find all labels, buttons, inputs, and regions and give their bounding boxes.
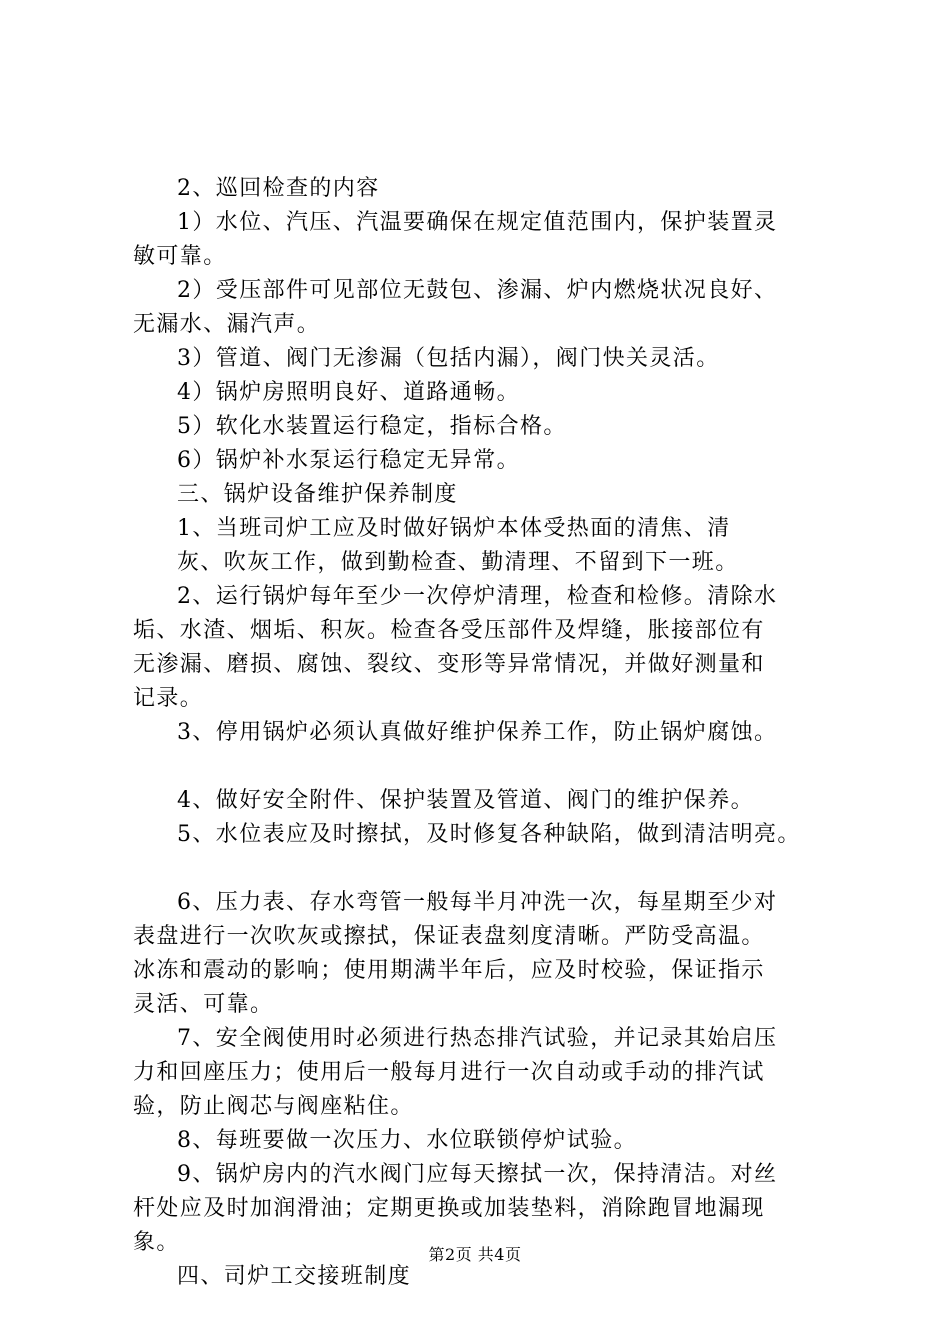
paragraph-line: 验，防止阀芯与阀座粘住。 xyxy=(133,1094,414,1119)
paragraph-line: 5）软化水装置运行稳定，指标合格。 xyxy=(177,414,567,439)
paragraph-line: 无渗漏、磨损、腐蚀、裂纹、变形等异常情况，并做好测量和 xyxy=(133,652,765,677)
blank-line xyxy=(133,852,833,886)
paragraph-line: 2）受压部件可见部位无鼓包、渗漏、炉内燃烧状况良好、 xyxy=(177,278,778,303)
paragraph-line: 4、做好安全附件、保护装置及管道、阀门的维护保养。 xyxy=(177,788,754,813)
paragraph-line: 无漏水、漏汽声。 xyxy=(133,312,321,337)
section-heading: 三、锅炉设备维护保养制度 xyxy=(177,482,458,507)
paragraph-line: 6、压力表、存水弯管一般每半月冲洗一次，每星期至少对 xyxy=(177,890,778,915)
paragraph-line: 9、锅炉房内的汽水阀门应每天擦拭一次，保持清洁。对丝 xyxy=(177,1162,778,1187)
paragraph-line: 记录。 xyxy=(133,686,204,711)
paragraph-line: 灵活、可靠。 xyxy=(133,992,274,1017)
paragraph-line: 4）锅炉房照明良好、道路通畅。 xyxy=(177,380,520,405)
section-heading: 四、司炉工交接班制度 xyxy=(177,1264,412,1289)
paragraph-line: 冰冻和震动的影响；使用期满半年后，应及时校验，保证指示 xyxy=(133,958,765,983)
paragraph-line: 力和回座压力；使用后一般每月进行一次自动或手动的排汽试 xyxy=(133,1060,765,1085)
paragraph-line: 象。 xyxy=(133,1230,180,1255)
paragraph-line: 杆处应及时加润滑油；定期更换或加装垫料，消除跑冒地漏现 xyxy=(133,1196,765,1221)
paragraph-line: 1、当班司炉工应及时做好锅炉本体受热面的清焦、清 xyxy=(177,516,731,541)
paragraph-line: 3）管道、阀门无渗漏（包括内漏），阀门快关灵活。 xyxy=(177,346,720,371)
page-number-footer: 第2页 共4页 xyxy=(428,1245,522,1264)
paragraph-line: 7、安全阀使用时必须进行热态排汽试验，并记录其始启压 xyxy=(177,1026,778,1051)
document-body xyxy=(133,172,833,1294)
paragraph-line: 灰、吹灰工作，做到勤检查、勤清理、不留到下一班。 xyxy=(177,550,739,575)
paragraph-line: 敏可靠。 xyxy=(133,244,227,269)
paragraph-line: 3、停用锅炉必须认真做好维护保养工作，防止锅炉腐蚀。 xyxy=(177,720,778,745)
blank-line xyxy=(133,750,833,784)
paragraph-line: 1）水位、汽压、汽温要确保在规定值范围内，保护装置灵 xyxy=(177,210,778,235)
paragraph-line: 6）锅炉补水泵运行稳定无异常。 xyxy=(177,448,520,473)
paragraph-line: 2、运行锅炉每年至少一次停炉清理，检查和检修。清除水 xyxy=(177,584,778,609)
paragraph-line: 5、水位表应及时擦拭，及时修复各种缺陷，做到清洁明亮。 xyxy=(177,822,801,847)
paragraph-line: 表盘进行一次吹灰或擦拭，保证表盘刻度清晰。严防受高温。 xyxy=(133,924,765,949)
paragraph-line: 垢、水渣、烟垢、积灰。检查各受压部件及焊缝，胀接部位有 xyxy=(133,618,765,643)
paragraph-line: 8、每班要做一次压力、水位联锁停炉试验。 xyxy=(177,1128,637,1153)
section-heading: 2、巡回检查的内容 xyxy=(177,176,380,201)
